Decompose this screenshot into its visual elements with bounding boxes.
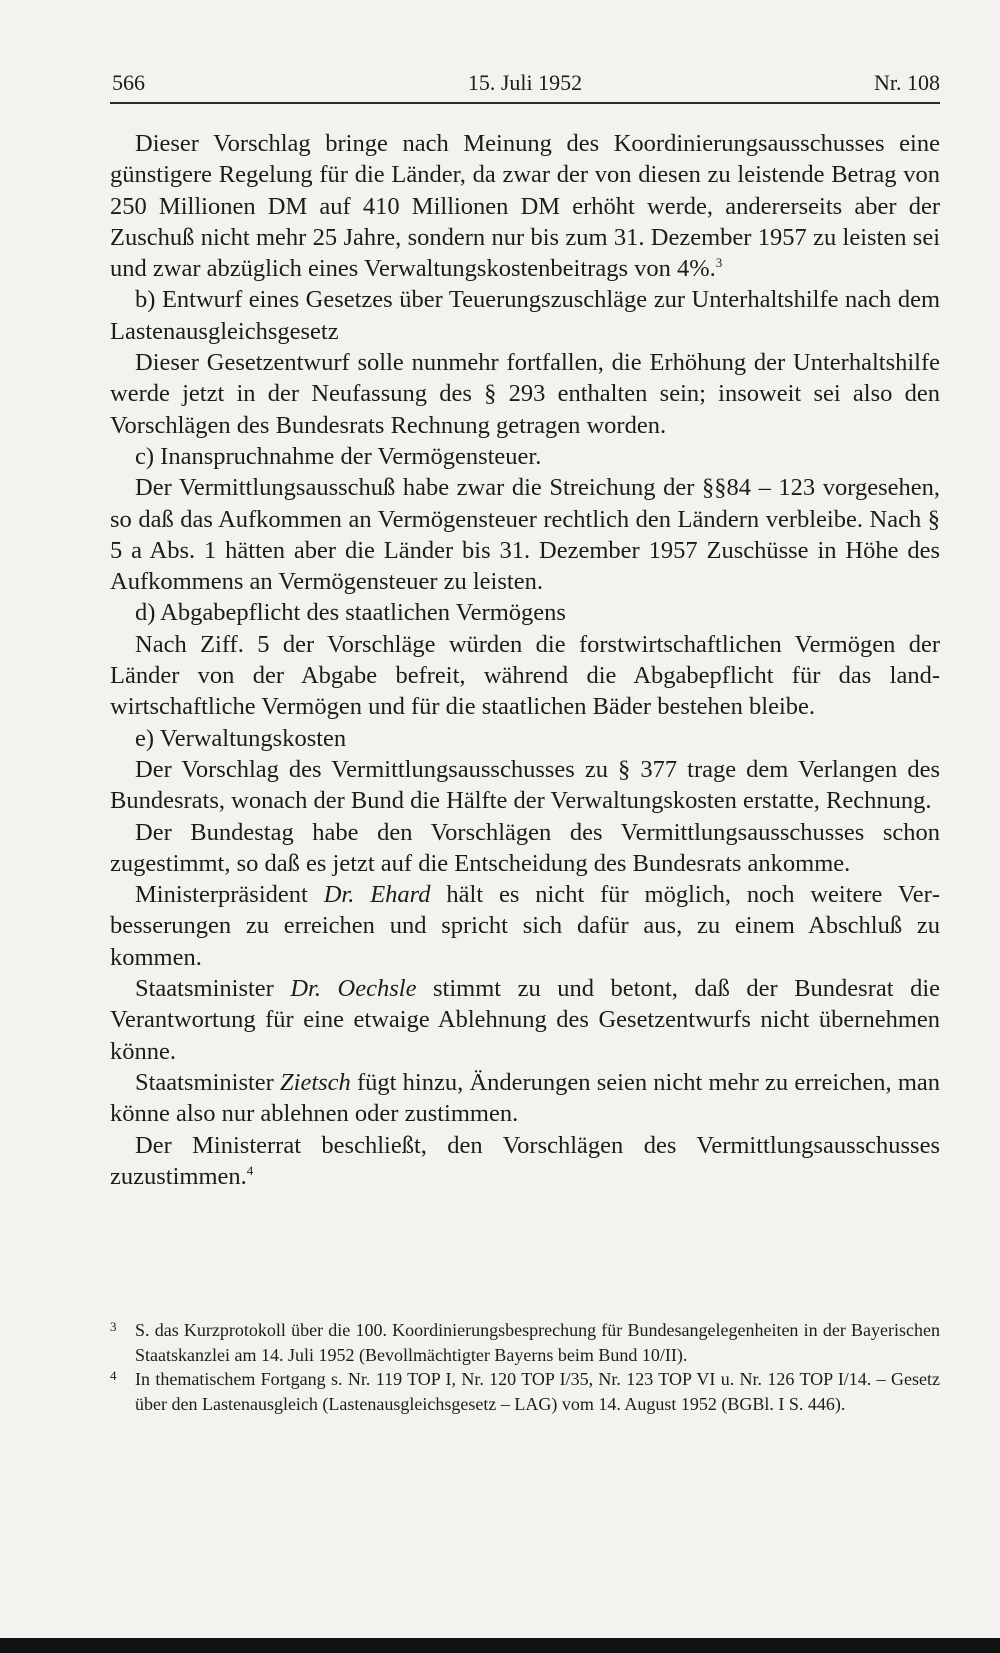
paragraph-oechsle: [110, 973, 940, 1067]
item-d-heading: d) Abgabepflicht des staatlichen Vermögens: [135, 599, 566, 627]
footnote-ref-4: 4: [246, 1162, 254, 1178]
paragraph-ehard: [110, 879, 940, 973]
footnote: [110, 1318, 940, 1367]
item-e-text: Der Vorschlag des Vermittlungsausschusses zu § 377 trage dem Verlangen des Bundesrats, wonach der Bund die Hälfte der Verwaltungskosten erstatte, Rechnung.: [110, 755, 940, 815]
paragraph-proposal: [110, 128, 940, 284]
item-d-text: Nach Ziff. 5 der Vorschläge würden die forstwirtschaftlichen Vermögen der Länder von der Abgabe befreit, während die Abgabepflicht für das landwirtschaftliche Vermögen und für die staatlichen Bäder bestehen bleibe.: [110, 630, 940, 721]
header-rule: [110, 102, 940, 104]
paragraph-text: Der Ministerrat beschließt, den Vorschlägen des Vermittlungsausschusses zuzustimmen.: [110, 1131, 940, 1190]
item-b-heading: b) Entwurf eines Gesetzes über Teuerungszuschläge zur Unterhaltshilfe nach dem Lastenausgleichsgesetz: [110, 286, 940, 345]
paragraph-text: hält es nicht für möglich, noch weitere Verbesserungen zu erreichen und spricht sich dafür aus, zu einem Abschluß zu kommen.: [110, 881, 941, 971]
footnote-text: S. das Kurzprotokoll über die 100. Koordinierungsbesprechung für Bundesangelegenheiten in der Bayerischen Staatskanzlei am 14. Juli 1952 (Bevollmächtigter Bayerns beim Bund 10/II).: [135, 1320, 940, 1365]
paragraph-bundestag: Der Bundestag habe den Vorschlägen des Vermittlungsausschusses schon zugestimmt, so daß es jetzt auf die Entscheidung des Bundesrats ankomme.: [110, 818, 940, 877]
paragraph-zietsch: [110, 1067, 940, 1130]
footnote-mark: 4: [110, 1368, 117, 1383]
scan-edge: [0, 1638, 1000, 1653]
item-c-heading: c) Inanspruchnahme der Vermögensteuer.: [135, 442, 542, 470]
speaker-title: Staatsminister: [135, 1068, 281, 1096]
footnote: [110, 1367, 940, 1416]
header-issue-number: Nr. 108: [874, 70, 940, 95]
speaker-name: Dr. Ehard: [323, 881, 431, 909]
footnote-text: In thematischem Fortgang s. Nr. 119 TOP I, Nr. 120 TOP I/35, Nr. 123 TOP VI u. Nr. 126 TOP I/14. – Gesetz über den Lastenausgleich (Lastenausgleichsgesetz – LAG) vom 14. August 1952 (BGBl. I S. 446).: [135, 1369, 940, 1414]
speaker-title: Ministerpräsident: [135, 881, 324, 909]
page-number: 566: [112, 70, 145, 95]
footnote-ref-3: 3: [715, 255, 723, 271]
paragraph-text: stimmt zu und betont, daß der Bundesrat die Verantwortung für eine etwaige Ablehnung des Gesetzentwurfs nicht übernehmen könne.: [110, 975, 940, 1065]
main-text: [110, 128, 940, 1192]
speaker-name: Dr. Oechsle: [290, 975, 417, 1003]
paragraph-resolution: [110, 1130, 940, 1193]
header-date: 15. Juli 1952: [467, 70, 583, 95]
page-content: [110, 0, 940, 1653]
item-e-heading: e) Verwaltungskosten: [135, 724, 347, 752]
item-b-text: Dieser Gesetzentwurf solle nunmehr fortfallen, die Erhöhung der Unterhaltshilfe werde jetzt in der Neufassung des § 293 enthalten sein; insoweit sei also den Vorschlägen des Bundesrats Rechnung getragen worden.: [110, 349, 940, 439]
paragraph-text: Dieser Vorschlag bringe nach Meinung des Koordinierungsausschusses eine günstigere Regelung für die Länder, da zwar der von diesen zu leistende Betrag von 250 Millionen DM auf 410 Millionen DM erhöht werde, andererseits aber der Zuschuß nicht mehr 25 Jahre, sondern nur bis zum 31. Dezember 1957 zu leisten sei und zwar abzüglich eines Verwaltungskostenbeitrags von 4%.: [110, 130, 940, 283]
item-c-text: Der Vermittlungsausschuß habe zwar die Streichung der §§84 – 123 vorgesehen, so daß das Aufkommen an Vermögensteuer rechtlich den Ländern verbleibe. Nach § 5 a Abs. 1 hätten aber die Länder bis 31. Dezember 1957 Zuschüsse in Höhe des Aufkommens an Vermögensteuer zu leisten.: [110, 474, 940, 596]
speaker-name: Zietsch: [280, 1068, 351, 1096]
paragraph-text: fügt hinzu, Änderungen seien nicht mehr zu erreichen, man könne also nur ablehnen oder zustimmen.: [110, 1068, 940, 1128]
speaker-title: Staatsminister: [135, 975, 291, 1003]
footnote-mark: 3: [110, 1319, 117, 1334]
footnotes: [110, 1318, 940, 1416]
running-header: [110, 70, 940, 100]
